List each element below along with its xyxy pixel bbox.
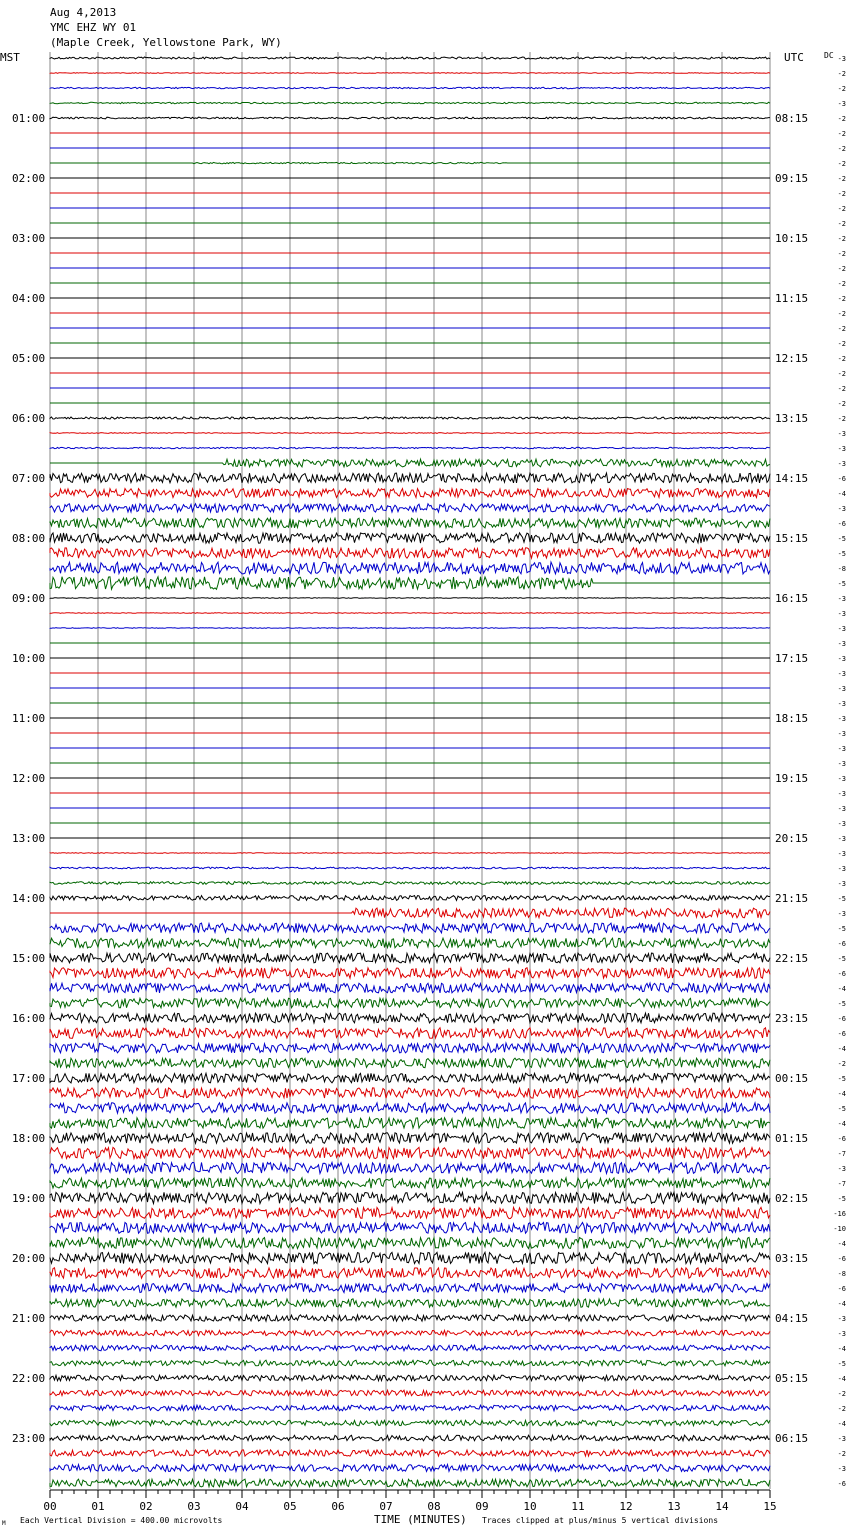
footer-mark: M [2, 1520, 6, 1527]
dc-label-92: -3 [837, 1435, 846, 1443]
trace-row-73 [50, 1147, 770, 1158]
dc-label-49: -3 [837, 790, 846, 798]
trace-row-80 [50, 1252, 770, 1263]
dc-label-81: -8 [837, 1270, 846, 1278]
mst-label-11: 12:00 [12, 772, 46, 785]
dc-label-43: -3 [837, 700, 846, 708]
dc-label-0: -3 [837, 55, 846, 63]
utc-label-19: 03:15 [775, 1252, 809, 1265]
dc-label-26: -3 [837, 445, 846, 453]
mst-label-1: 02:00 [12, 172, 46, 185]
mst-label-20: 21:00 [12, 1312, 46, 1325]
x-tick-label-01: 01 [91, 1500, 105, 1513]
dc-label-71: -4 [837, 1120, 846, 1128]
dc-label-75: -7 [837, 1180, 846, 1188]
dc-label-15: -2 [837, 280, 846, 288]
trace-row-87 [50, 1360, 770, 1366]
trace-row-71 [50, 1118, 770, 1128]
trace-row-37 [50, 613, 770, 614]
dc-label-91: -4 [837, 1420, 846, 1428]
utc-label-12: 20:15 [775, 832, 809, 845]
trace-row-81 [50, 1268, 770, 1278]
trace-row-66 [50, 1043, 770, 1053]
trace-row-2 [50, 87, 770, 88]
dc-label-23: -2 [837, 400, 846, 408]
mst-label-7: 08:00 [12, 532, 46, 545]
trace-row-70 [50, 1103, 770, 1113]
trace-row-88 [50, 1375, 770, 1381]
utc-label-9: 17:15 [775, 652, 809, 665]
trace-row-35 [50, 577, 770, 590]
utc-label-17: 01:15 [775, 1132, 809, 1145]
dc-label-29: -4 [837, 490, 846, 498]
dc-label-72: -6 [837, 1135, 846, 1143]
trace-row-30 [50, 504, 770, 512]
dc-label-66: -4 [837, 1045, 846, 1053]
dc-label-17: -2 [837, 310, 846, 318]
mst-label-3: 04:00 [12, 292, 46, 305]
dc-label-64: -6 [837, 1015, 846, 1023]
utc-label-7: 15:15 [775, 532, 809, 545]
trace-row-1 [50, 73, 770, 74]
mst-label-13: 14:00 [12, 892, 46, 905]
mst-label-8: 09:00 [12, 592, 46, 605]
dc-label-94: -3 [837, 1465, 846, 1473]
mst-label-18: 19:00 [12, 1192, 46, 1205]
dc-label-79: -4 [837, 1240, 846, 1248]
dc-label-35: -5 [837, 580, 846, 588]
trace-row-31 [50, 518, 770, 528]
dc-label-83: -4 [837, 1300, 846, 1308]
trace-row-25 [50, 433, 770, 434]
dc-label-30: -3 [837, 505, 846, 513]
dc-label-5: -2 [837, 130, 846, 138]
dc-label-25: -3 [837, 430, 846, 438]
trace-row-94 [50, 1465, 770, 1472]
mst-label-12: 13:00 [12, 832, 46, 845]
dc-label-69: -4 [837, 1090, 846, 1098]
dc-label-76: -5 [837, 1195, 846, 1203]
x-tick-label-09: 09 [475, 1500, 489, 1513]
footer-clip-note: Traces clipped at plus/minus 5 vertical divisions [482, 1516, 719, 1525]
dc-label-44: -3 [837, 715, 846, 723]
x-tick-label-15: 15 [763, 1500, 777, 1513]
dc-label-39: -3 [837, 640, 846, 648]
dc-label-87: -5 [837, 1360, 846, 1368]
dc-label-40: -3 [837, 655, 846, 663]
trace-row-4 [50, 117, 770, 119]
mst-label-17: 18:00 [12, 1132, 46, 1145]
trace-row-60 [50, 953, 770, 963]
dc-label-50: -3 [837, 805, 846, 813]
trace-row-34 [50, 562, 770, 574]
dc-label-14: -2 [837, 265, 846, 273]
trace-row-24 [50, 417, 770, 419]
trace-row-95 [50, 1479, 770, 1487]
trace-row-83 [50, 1299, 770, 1307]
dc-label-9: -2 [837, 190, 846, 198]
trace-lines [50, 57, 770, 1487]
dc-label-86: -4 [837, 1345, 846, 1353]
mst-label-15: 16:00 [12, 1012, 46, 1025]
dc-label-10: -2 [837, 205, 846, 213]
trace-row-61 [50, 968, 770, 978]
trace-row-7 [50, 162, 770, 163]
trace-row-27 [50, 459, 770, 467]
trace-row-78 [50, 1222, 770, 1233]
dc-label-2: -2 [837, 85, 846, 93]
dc-label-20: -2 [837, 355, 846, 363]
dc-label-27: -3 [837, 460, 846, 468]
left-timezone-label: MST [0, 51, 20, 64]
dc-label-65: -6 [837, 1030, 846, 1038]
x-tick-label-07: 07 [379, 1500, 393, 1513]
mst-label-16: 17:00 [12, 1072, 46, 1085]
trace-row-92 [50, 1435, 770, 1441]
trace-row-64 [50, 1013, 770, 1023]
dc-label-31: -6 [837, 520, 846, 528]
dc-label-73: -7 [837, 1150, 846, 1158]
x-tick-label-04: 04 [235, 1500, 249, 1513]
trace-row-74 [50, 1162, 770, 1173]
dc-header-label: DC [824, 51, 834, 60]
utc-label-4: 12:15 [775, 352, 809, 365]
trace-row-62 [50, 983, 770, 993]
x-tick-label-11: 11 [571, 1500, 585, 1513]
utc-label-3: 11:15 [775, 292, 809, 305]
dc-label-42: -3 [837, 685, 846, 693]
dc-label-53: -3 [837, 850, 846, 858]
x-axis [43, 1490, 776, 1513]
dc-label-6: -2 [837, 145, 846, 153]
trace-row-28 [50, 473, 770, 483]
dc-label-93: -2 [837, 1450, 846, 1458]
trace-row-91 [50, 1420, 770, 1426]
dc-label-28: -6 [837, 475, 846, 483]
trace-row-32 [50, 533, 770, 543]
utc-label-14: 22:15 [775, 952, 809, 965]
trace-row-3 [50, 102, 770, 103]
dc-label-8: -2 [837, 175, 846, 183]
x-tick-label-02: 02 [139, 1500, 153, 1513]
dc-label-78: -10 [833, 1225, 846, 1233]
dc-label-80: -6 [837, 1255, 846, 1263]
mst-label-4: 05:00 [12, 352, 46, 365]
trace-row-84 [50, 1315, 770, 1321]
dc-label-67: -2 [837, 1060, 846, 1068]
dc-label-36: -3 [837, 595, 846, 603]
trace-row-89 [50, 1390, 770, 1396]
trace-row-56 [50, 896, 770, 901]
dc-offset-labels [833, 55, 846, 1488]
trace-row-26 [50, 447, 770, 448]
utc-label-2: 10:15 [775, 232, 809, 245]
mst-hour-labels [12, 112, 45, 1445]
trace-row-63 [50, 998, 770, 1008]
dc-label-57: -3 [837, 910, 846, 918]
x-tick-label-12: 12 [619, 1500, 633, 1513]
utc-label-1: 09:15 [775, 172, 809, 185]
x-tick-label-05: 05 [283, 1500, 297, 1513]
right-timezone-label: UTC [784, 51, 804, 64]
utc-label-22: 06:15 [775, 1432, 809, 1445]
dc-label-3: -3 [837, 100, 846, 108]
dc-label-82: -6 [837, 1285, 846, 1293]
dc-label-70: -5 [837, 1105, 846, 1113]
dc-label-24: -2 [837, 415, 846, 423]
dc-label-62: -4 [837, 985, 846, 993]
utc-label-5: 13:15 [775, 412, 809, 425]
utc-label-13: 21:15 [775, 892, 809, 905]
mst-label-9: 10:00 [12, 652, 46, 665]
utc-label-6: 14:15 [775, 472, 809, 485]
mst-label-10: 11:00 [12, 712, 46, 725]
dc-label-13: -2 [837, 250, 846, 258]
dc-label-11: -2 [837, 220, 846, 228]
dc-label-38: -3 [837, 625, 846, 633]
dc-label-47: -3 [837, 760, 846, 768]
utc-label-11: 19:15 [775, 772, 809, 785]
dc-label-37: -3 [837, 610, 846, 618]
dc-label-84: -3 [837, 1315, 846, 1323]
trace-row-53 [50, 853, 770, 854]
x-tick-label-10: 10 [523, 1500, 537, 1513]
trace-row-33 [50, 548, 770, 558]
dc-label-34: -8 [837, 565, 846, 573]
utc-label-15: 23:15 [775, 1012, 809, 1025]
dc-label-46: -3 [837, 745, 846, 753]
dc-label-55: -3 [837, 880, 846, 888]
utc-hour-labels [775, 112, 808, 1445]
utc-label-18: 02:15 [775, 1192, 809, 1205]
trace-row-76 [50, 1192, 770, 1203]
dc-label-59: -6 [837, 940, 846, 948]
x-tick-label-13: 13 [667, 1500, 681, 1513]
dc-label-88: -4 [837, 1375, 846, 1383]
header-location: (Maple Creek, Yellowstone Park, WY) [50, 36, 282, 49]
trace-row-86 [50, 1345, 770, 1351]
header-station: YMC EHZ WY 01 [50, 21, 137, 34]
dc-label-45: -3 [837, 730, 846, 738]
utc-label-8: 16:15 [775, 592, 809, 605]
x-tick-label-03: 03 [187, 1500, 201, 1513]
dc-label-12: -2 [837, 235, 846, 243]
trace-row-38 [50, 628, 770, 629]
dc-label-58: -5 [837, 925, 846, 933]
trace-row-29 [50, 489, 770, 498]
dc-label-68: -5 [837, 1075, 846, 1083]
trace-row-69 [50, 1088, 770, 1098]
trace-row-67 [50, 1058, 770, 1068]
mst-label-22: 23:00 [12, 1432, 46, 1445]
trace-row-36 [50, 598, 770, 599]
trace-row-55 [50, 882, 770, 885]
x-axis-title: TIME (MINUTES) [374, 1513, 467, 1526]
trace-row-68 [50, 1073, 770, 1083]
dc-label-74: -3 [837, 1165, 846, 1173]
trace-row-79 [50, 1237, 770, 1248]
dc-label-77: -16 [833, 1210, 846, 1218]
dc-label-60: -5 [837, 955, 846, 963]
x-tick-label-00: 00 [43, 1500, 57, 1513]
dc-label-54: -3 [837, 865, 846, 873]
mst-label-14: 15:00 [12, 952, 46, 965]
dc-label-33: -5 [837, 550, 846, 558]
mst-label-0: 01:00 [12, 112, 46, 125]
dc-label-52: -3 [837, 835, 846, 843]
dc-label-16: -2 [837, 295, 846, 303]
utc-label-16: 00:15 [775, 1072, 809, 1085]
dc-label-63: -5 [837, 1000, 846, 1008]
dc-label-89: -2 [837, 1390, 846, 1398]
trace-row-57 [50, 908, 770, 918]
footer-scale-note: Each Vertical Division = 400.00 microvolts [20, 1516, 223, 1525]
trace-row-0 [50, 57, 770, 59]
trace-row-59 [50, 938, 770, 948]
mst-label-6: 07:00 [12, 472, 46, 485]
trace-row-72 [50, 1133, 770, 1143]
x-tick-label-08: 08 [427, 1500, 441, 1513]
dc-label-32: -5 [837, 535, 846, 543]
trace-row-58 [50, 923, 770, 933]
dc-label-1: -2 [837, 70, 846, 78]
dc-label-56: -5 [837, 895, 846, 903]
dc-label-19: -2 [837, 340, 846, 348]
dc-label-95: -6 [837, 1480, 846, 1488]
trace-row-93 [50, 1450, 770, 1456]
trace-row-54 [50, 867, 770, 869]
trace-row-82 [50, 1284, 770, 1293]
dc-label-85: -3 [837, 1330, 846, 1338]
dc-label-22: -2 [837, 385, 846, 393]
header-date: Aug 4,2013 [50, 6, 117, 19]
dc-label-21: -2 [837, 370, 846, 378]
mst-label-21: 22:00 [12, 1372, 46, 1385]
mst-label-19: 20:00 [12, 1252, 46, 1265]
utc-label-10: 18:15 [775, 712, 809, 725]
dc-label-7: -2 [837, 160, 846, 168]
trace-row-75 [50, 1178, 770, 1188]
dc-label-61: -6 [837, 970, 846, 978]
trace-row-85 [50, 1330, 770, 1336]
mst-label-2: 03:00 [12, 232, 46, 245]
dc-label-18: -2 [837, 325, 846, 333]
dc-label-51: -3 [837, 820, 846, 828]
dc-label-41: -3 [837, 670, 846, 678]
x-tick-label-14: 14 [715, 1500, 729, 1513]
utc-label-0: 08:15 [775, 112, 809, 125]
mst-label-5: 06:00 [12, 412, 46, 425]
dc-label-4: -2 [837, 115, 846, 123]
trace-row-65 [50, 1028, 770, 1038]
utc-label-21: 05:15 [775, 1372, 809, 1385]
dc-label-48: -3 [837, 775, 846, 783]
dc-label-90: -2 [837, 1405, 846, 1413]
trace-row-90 [50, 1405, 770, 1411]
x-tick-label-06: 06 [331, 1500, 345, 1513]
trace-row-77 [50, 1207, 770, 1218]
utc-label-20: 04:15 [775, 1312, 809, 1325]
